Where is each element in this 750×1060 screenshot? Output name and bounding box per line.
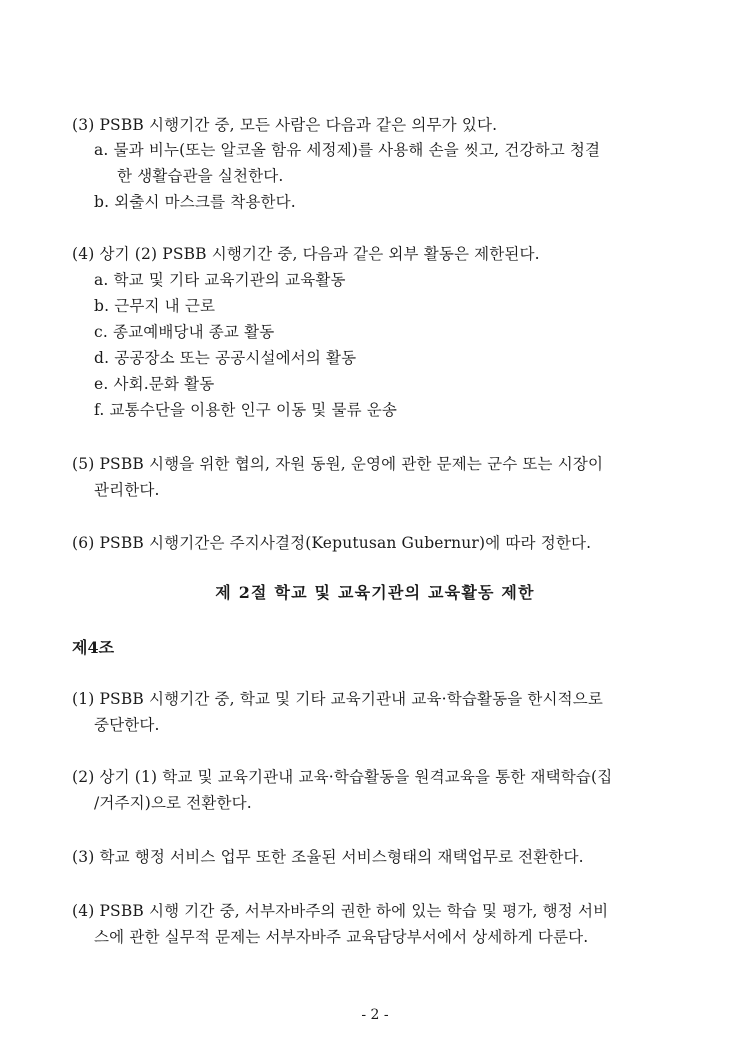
paragraph-4-item-b: b. 근무지 내 근로 [94, 297, 216, 315]
paragraph-3-item-b: b. 외출시 마스크를 착용한다. [94, 193, 296, 211]
paragraph-5-line-2: 관리한다. [94, 481, 160, 499]
paragraph-4-heading: (4) 상기 (2) PSBB 시행기간 중, 다음과 같은 외부 활동은 제한된다. [72, 245, 540, 263]
paragraph-3-item-a-continued: 한 생활습관을 실천한다. [117, 167, 284, 185]
paragraph-3-item-a: a. 물과 비누(또는 알코올 함유 세정제)를 사용해 손을 씻고, 건강하고 청결 [94, 141, 601, 159]
article-4-paragraph-1-line-1: (1) PSBB 시행기간 중, 학교 및 기타 교육기관내 교육·학습활동을 한시적으로 [72, 690, 604, 708]
paragraph-3-heading: (3) PSBB 시행기간 중, 모든 사람은 다음과 같은 의무가 있다. [72, 116, 498, 134]
paragraph-4-item-c: c. 종교예배당내 종교 활동 [94, 323, 275, 341]
section-title: 제 2절 학교 및 교육기관의 교육활동 제한 [215, 583, 535, 602]
paragraph-5-line-1: (5) PSBB 시행을 위한 협의, 자원 동원, 운영에 관한 문제는 군수 또는 시장이 [72, 455, 604, 473]
article-label: 제4조 [72, 638, 115, 657]
article-4-paragraph-3: (3) 학교 행정 서비스 업무 또한 조율된 서비스형태의 재택업무로 전환한다. [72, 848, 584, 866]
paragraph-4-item-e: e. 사회.문화 활동 [94, 375, 215, 393]
article-4-paragraph-2-line-2: /거주지)으로 전환한다. [94, 794, 252, 812]
paragraph-6: (6) PSBB 시행기간은 주지사결정(Keputusan Gubernur)에 따라 정한다. [72, 534, 592, 552]
article-4-paragraph-4-line-1: (4) PSBB 시행 기간 중, 서부자바주의 권한 하에 있는 학습 및 평가, 행정 서비 [72, 902, 609, 920]
article-4-paragraph-2-line-1: (2) 상기 (1) 학교 및 교육기관내 교육·학습활동을 원격교육을 통한 재택학습(집 [72, 768, 613, 786]
paragraph-4-item-d: d. 공공장소 또는 공공시설에서의 활동 [94, 349, 357, 367]
article-4-paragraph-1-line-2: 중단한다. [94, 716, 160, 734]
page-number: - 2 - [361, 1007, 389, 1023]
paragraph-4-item-f: f. 교통수단을 이용한 인구 이동 및 물류 운송 [94, 401, 398, 419]
paragraph-4-item-a: a. 학교 및 기타 교육기관의 교육활동 [94, 271, 346, 289]
article-4-paragraph-4-line-2: 스에 관한 실무적 문제는 서부자바주 교육담당부서에서 상세하게 다룬다. [94, 928, 589, 946]
